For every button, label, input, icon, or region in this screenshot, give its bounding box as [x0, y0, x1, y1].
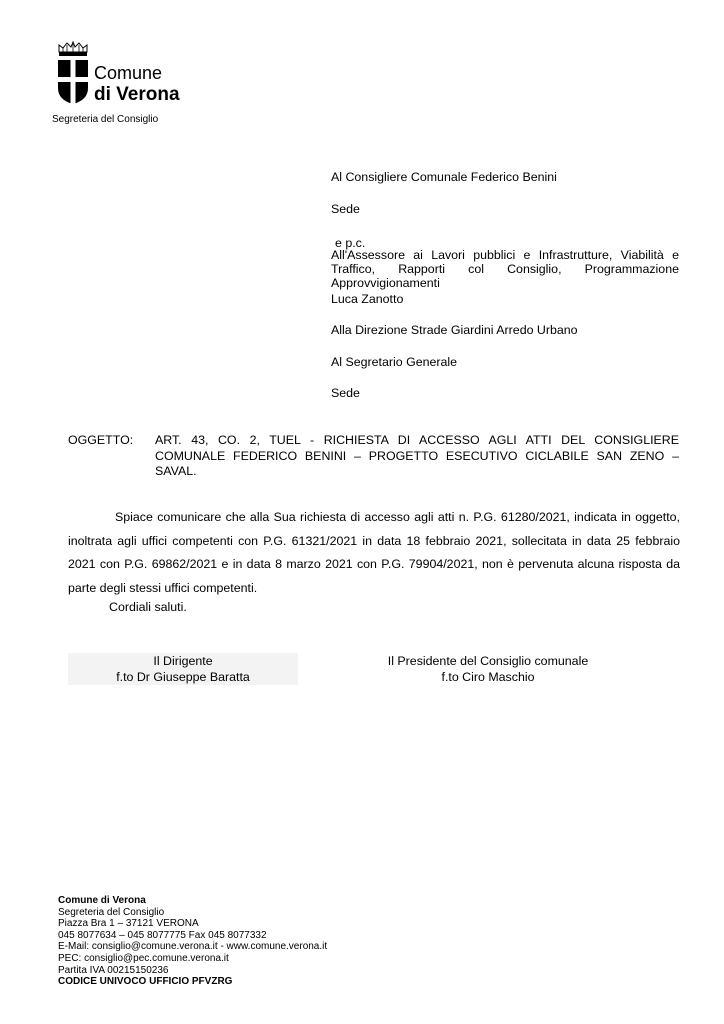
logo-line-1: Comune: [94, 63, 163, 83]
greeting: Cordiali saluti.: [109, 600, 187, 614]
recipient-assessore: All'Assessore ai Lavori pubblici e Infrastrutture, Viabilità e Traffico, Rapporti col Consiglio, Programmazione Approvvigionamenti: [331, 248, 679, 290]
footer-pec: PEC: consiglio@pec.comune.verona.it: [58, 952, 229, 964]
letter-body: [68, 506, 680, 600]
signature-dirigente-name: f.to Dr Giuseppe Baratta: [116, 670, 250, 684]
signature-dirigente: [68, 653, 298, 685]
footer-email: E-Mail: consiglio@comune.verona.it - www.comune.verona.it: [58, 941, 328, 953]
subject-text: ART. 43, CO. 2, TUEL - RICHIESTA DI ACCESSO AGLI ATTI DEL CONSIGLIERE COMUNALE FEDERICO BENINI – PROGETTO ESECUTIVO CICLABILE SAN ZENO – SAVAL.: [155, 433, 679, 478]
footer-org: Comune di Verona: [58, 895, 146, 906]
footer-contacts: [58, 895, 327, 988]
recipient-segretario-sede: Sede: [331, 386, 360, 400]
comune-logo: [55, 40, 205, 110]
footer-code: CODICE UNIVOCO UFFICIO PFVZRG: [58, 976, 233, 988]
footer-vat: Partita IVA 00215150236: [58, 964, 169, 976]
recipient-councillor: Al Consigliere Comunale Federico Benini: [331, 170, 557, 184]
recipient-direzione: Alla Direzione Strade Giardini Arredo Urbano: [331, 323, 578, 337]
office-name: Segreteria del Consiglio: [52, 114, 159, 125]
subject-label: OGGETTO:: [68, 433, 134, 447]
signature-presidente-name: f.to Ciro Maschio: [441, 670, 535, 684]
recipient-councillor-sede: Sede: [331, 202, 360, 216]
recipient-assessore-name: Luca Zanotto: [331, 292, 404, 306]
signature-dirigente-title: Il Dirigente: [153, 654, 213, 668]
footer-phone: 045 8077634 – 045 8077775 Fax 045 8077332: [58, 929, 267, 941]
signature-presidente: [372, 653, 604, 685]
logo-line-2: di Verona: [94, 84, 180, 105]
cc-label: e p.c.: [335, 236, 366, 250]
coat-of-arms-icon: [55, 40, 91, 106]
body-paragraph: Spiace comunicare che alla Sua richiesta di accesso agli atti n. P.G. 61280/2021, indicata in oggetto, inoltrata agli uffici competenti con P.G. 61321/2021 in data 18 febbraio 2021, sollecitata in data 25 febbraio 2021 con P.G. 69862/2021 e in data 8 marzo 2021 con P.G. 79904/2021, non è pervenuta alcuna risposta da parte degli stessi uffici competenti.: [68, 510, 680, 595]
recipient-segretario: Al Segretario Generale: [331, 355, 458, 369]
footer-address: Piazza Bra 1 – 37121 VERONA: [58, 918, 199, 930]
footer-office: Segreteria del Consiglio: [58, 906, 165, 918]
signature-presidente-title: Il Presidente del Consiglio comunale: [387, 654, 589, 668]
